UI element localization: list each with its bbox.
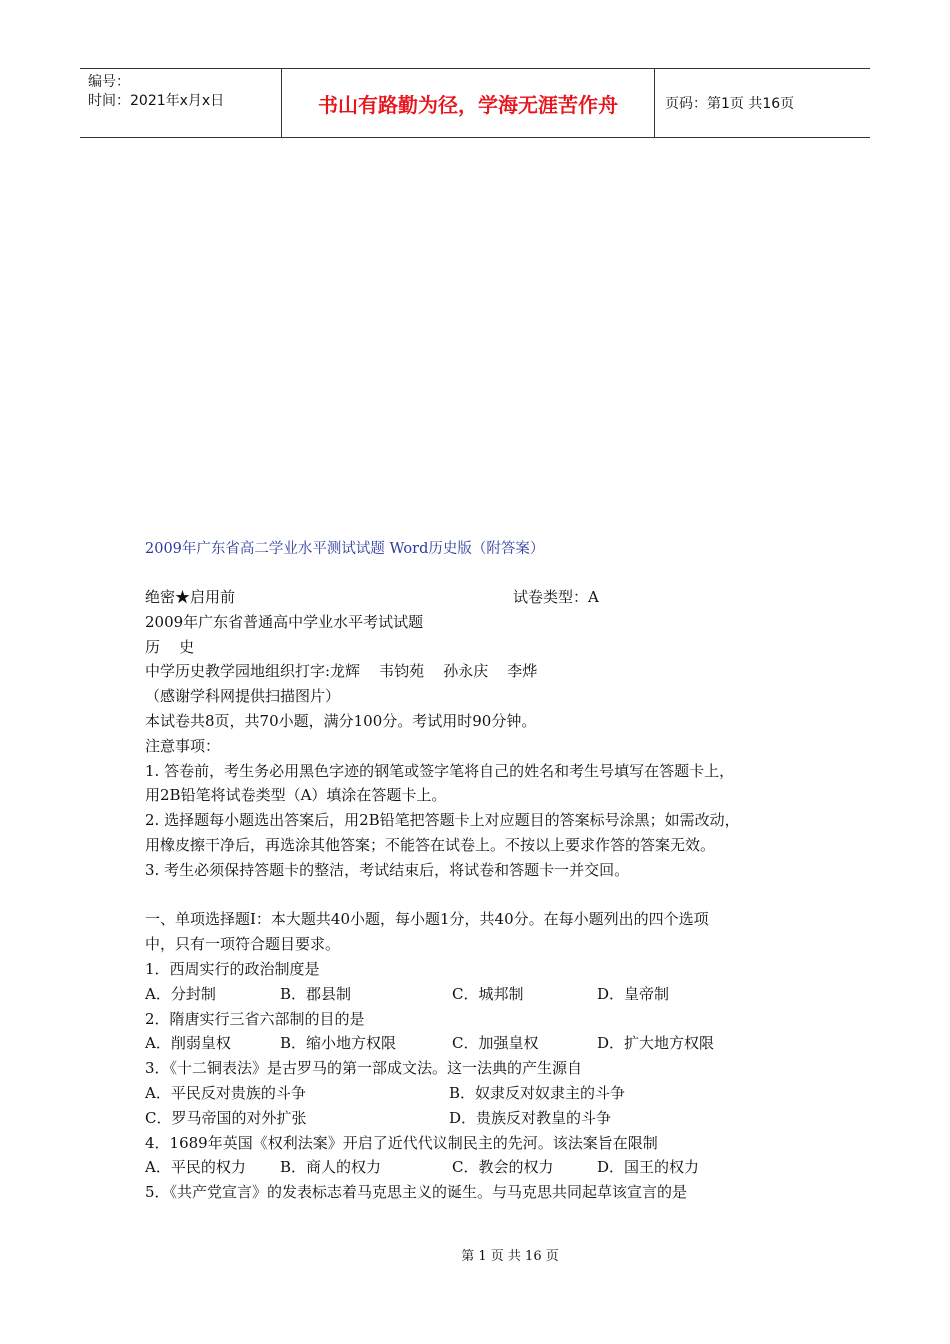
secret-row	[145, 585, 835, 610]
question-stem: 1．西周实行的政治制度是	[145, 959, 320, 978]
option: C．教会的权力	[452, 1158, 554, 1177]
time-label: 时间：2021年x月x日	[88, 93, 225, 109]
secret-label: 绝密★启用前	[145, 588, 236, 606]
option: D．贵族反对教皇的斗争	[449, 1108, 612, 1127]
option-row	[145, 982, 835, 1007]
option: C．城邦制	[452, 984, 524, 1003]
section-heading-b: 中，只有一项符合题目要求。	[145, 935, 341, 954]
option: D．皇帝制	[597, 984, 670, 1003]
thanks-line: （感谢学科网提供扫描图片）	[145, 687, 341, 706]
note-3: 3. 考生必须保持答题卡的整洁，考试结束后，将试卷和答题卡一并交回。	[145, 860, 630, 879]
option: A．分封制	[145, 984, 216, 1003]
typists-line: 中学历史教学园地组织打字:龙辉 韦钧苑 孙永庆 李烨	[145, 662, 538, 681]
page-header	[80, 68, 870, 138]
summary-line: 本试卷共8页，共70小题，满分100分。考试用时90分钟。	[145, 711, 537, 730]
option: B．缩小地方权限	[280, 1034, 397, 1053]
question-stem: 3．《十二铜表法》是古罗马的第一部成文法。这一法典的产生源自	[145, 1059, 583, 1078]
note-2a: 2. 选择题每小题选出答案后，用2B铅笔把答题卡上对应题目的答案标号涂黑；如需改动，	[145, 811, 740, 830]
option: B．商人的权力	[280, 1158, 382, 1177]
option: B．郡县制	[280, 984, 352, 1003]
document-title: 2009年广东省高二学业水平测试试题 Word历史版（附答案）	[145, 541, 545, 557]
note-1b: 用2B铅笔将试卷类型（A）填涂在答题卡上。	[145, 786, 447, 805]
question-stem: 2．隋唐实行三省六部制的目的是	[145, 1009, 365, 1028]
question-stem: 5．《共产党宣言》的发表标志着马克思主义的诞生。与马克思共同起草该宣言的是	[145, 1183, 688, 1202]
note-1a: 1. 答卷前，考生务必用黑色字迹的钢笔或签字笔将自己的姓名和考生号填写在答题卡上，	[145, 761, 735, 780]
option: A．削弱皇权	[145, 1034, 231, 1053]
header-meta	[80, 69, 282, 137]
option: A．平民的权力	[145, 1158, 246, 1177]
option-row	[145, 1081, 835, 1106]
option: B．奴隶反对奴隶主的斗争	[449, 1083, 626, 1102]
option: D．扩大地方权限	[597, 1034, 715, 1053]
blank-line	[145, 883, 835, 908]
header-motto: 书山有路勤为径，学海无涯苦作舟	[282, 69, 655, 137]
exam-name: 2009年广东省普通高中学业水平考试试题	[145, 612, 424, 631]
question-stem: 4．1689年英国《权利法案》开启了近代代议制民主的先河。该法案旨在限制	[145, 1133, 658, 1152]
exam-content	[145, 585, 835, 1205]
option-row	[145, 1155, 835, 1180]
option-row	[145, 1031, 835, 1056]
option-row	[145, 1106, 835, 1131]
notes-label: 注意事项：	[145, 736, 221, 755]
option: D．国王的权力	[597, 1158, 700, 1177]
exam-type: 试卷类型：A	[513, 588, 599, 606]
option: A．平民反对贵族的斗争	[145, 1083, 306, 1102]
header-page-label: 页码：第1页 共16页	[665, 96, 795, 112]
option: C．罗马帝国的对外扩张	[145, 1108, 307, 1127]
exam-subject: 历 史	[145, 637, 195, 656]
number-label: 编号：	[88, 74, 130, 90]
option: C．加强皇权	[452, 1034, 539, 1053]
section-heading-a: 一、单项选择题Ⅰ：本大题共40小题，每小题1分，共40分。在每小题列出的四个选项	[145, 910, 709, 929]
page-footer: 第 1 页 共 16 页	[461, 1249, 559, 1264]
note-2b: 用橡皮擦干净后，再选涂其他答案；不能答在试卷上。不按以上要求作答的答案无效。	[145, 835, 716, 854]
